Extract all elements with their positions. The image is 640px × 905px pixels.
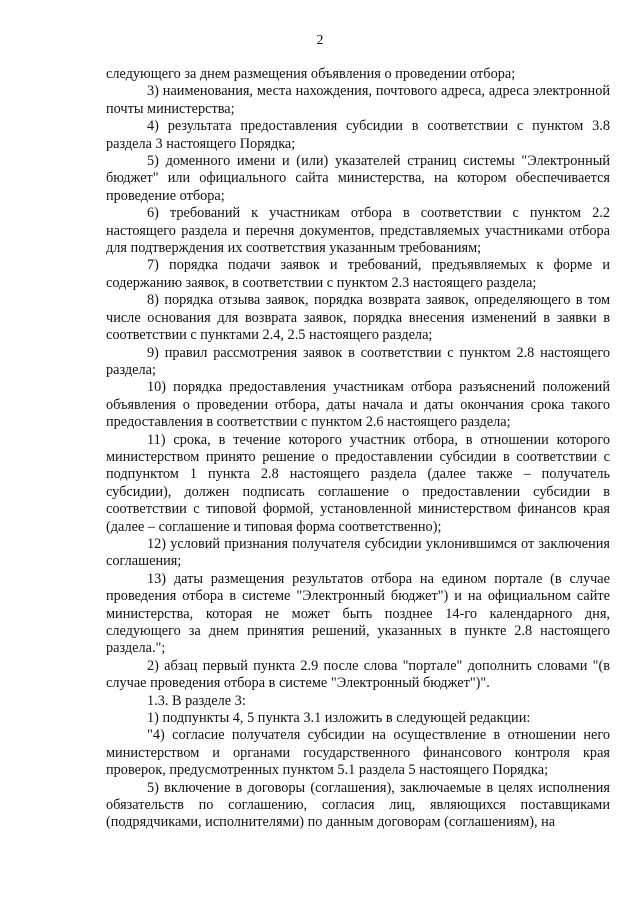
paragraph-section-heading: 1.3. В разделе 3:: [147, 692, 246, 709]
paragraph-item-3: 3) наименования, места нахождения, почтового адреса, адреса электронной почты министерства;: [106, 83, 610, 117]
paragraph-item-5: 5) доменного имени и (или) указателей страниц системы "Электронный бюджет" или официального сайта министерства, на котором обеспечивается проведение отбора;: [106, 153, 610, 204]
paragraph-item-11: 11) срока, в течение которого участник отбора, в отношении которого министерством принято решение о предоставлении субсидии в соответствии с подпунктом 1 пункта 2.8 настоящего раздела (далее также – получатель субсидии), должен подписать соглашение о предоставлении субсидии в соответствии с типовой формой, установленной министерством финансов края (далее – соглашение и типовая форма соответственно);: [106, 431, 610, 535]
paragraph-item-13: 13) даты размещения результатов отбора на едином портале (в случае проведения отбора в системе "Электронный бюджет") и на официальном сайте министерства, которая не может быть позднее 14-го календарного дня, следующего за днем принятия решений, указанных в пункте 2.8 настоящего раздела.";: [106, 570, 610, 657]
paragraph-item-7: 7) порядка подачи заявок и требований, предъявляемых к форме и содержанию заявок, в соответствии с пунктом 2.3 настоящего раздела;: [106, 257, 610, 291]
paragraph-subitem-1: 1) подпункты 4, 5 пункта 3.1 изложить в следующей редакции:: [147, 710, 531, 727]
paragraph-item-6: 6) требований к участникам отбора в соответствии с пунктом 2.2 настоящего раздела и перечня документов, представляемых участниками отбора для подтверждения их соответствия указанным требованиям;: [106, 205, 610, 257]
paragraph-continuation: следующего за днем размещения объявления о проведении отбора;: [106, 66, 516, 82]
paragraph-item-8: 8) порядка отзыва заявок, порядка возврата заявок, определяющего в том числе основания для возврата заявок, порядка внесения изменений в заявки в соответствии с пунктами 2.4, 2.5 настоящего раздела;: [106, 292, 610, 344]
paragraph-item-10: 10) порядка предоставления участникам отбора разъяснений положений объявления о проведении отбора, даты начала и даты окончания срока такого предоставления в соответствии с пунктом 2.6 настоящего раздела;: [106, 379, 610, 431]
page-number: 2: [316, 33, 324, 48]
document-body: [106, 66, 610, 832]
paragraph-item-9: 9) правил рассмотрения заявок в соответствии с пунктом 2.8 настоящего раздела;: [106, 344, 610, 378]
paragraph-item-4: 4) результата предоставления субсидии в соответствии с пунктом 3.8 раздела 3 настоящего Порядка;: [106, 118, 610, 152]
paragraph-item-12: 12) условий признания получателя субсидии уклонившимся от заключения соглашения;: [106, 535, 610, 570]
paragraph-subitem-2: 2) абзац первый пункта 2.9 после слова "портале" дополнить словами "(в случае проведения отбора в системе "Электронный бюджет")".: [106, 657, 610, 692]
paragraph-quoted-item-5: 5) включение в договоры (соглашения), заключаемые в целях исполнения обязательств по соглашению, согласия лиц, являющихся поставщиками (подрядчиками, исполнителями) по данным договорам (соглашениям), на: [106, 779, 610, 831]
paragraph-quoted-item-4: "4) согласие получателя субсидии на осуществление в отношении него министерством и органами государственного финансового контроля края проверок, предусмотренных пунктом 5.1 раздела 5 настоящего Порядка;: [106, 727, 610, 779]
